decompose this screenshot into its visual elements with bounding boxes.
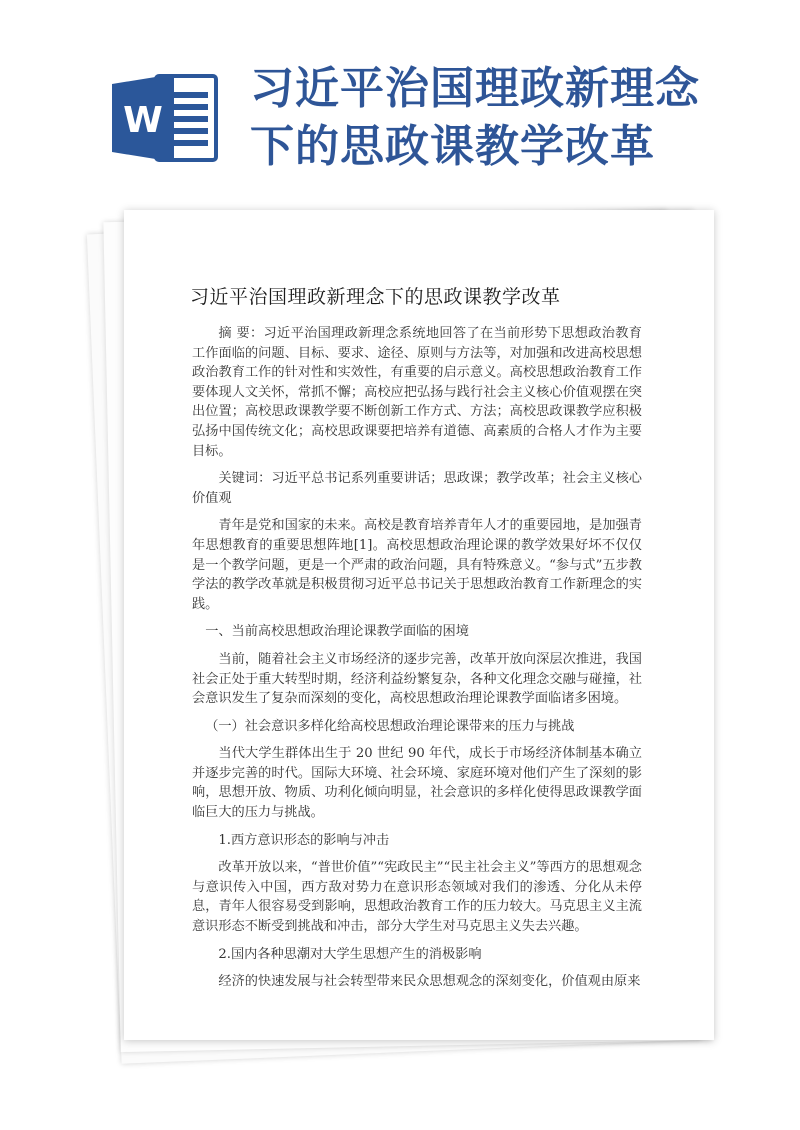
abstract-paragraph: 摘 要：习近平治国理政新理念系统地回答了在当前形势下思想政治教育工作面临的问题、目标、要求、途径、原则与方法等，对加强和改进高校思想政治教育工作的针对性和实效性，有重要的启示意义。高校思想政治教育工作要体现人文关怀，常抓不懈；高校应把弘扬与践行社会主义核心价值观摆在突出位置；高校思政课教学要不断创新工作方式、方法；高校思政课教学应积极弘扬中国传统文化；高校思政课要把培养有道德、高素质的合格人才作为主要目标。 [192, 326, 642, 459]
svg-text:W: W [123, 100, 163, 141]
body-paragraph: 当前，随着社会主义市场经济的逐步完善，改革开放向深层次推进，我国社会正处于重大转型时期，经济利益纷繁复杂，各种文化理念交融与碰撞，社会意识发生了复杂而深刻的变化，高校思想政治理论课教学面临诸多困境。 [192, 651, 642, 707]
body-paragraph: 改革开放以来，“普世价值”“宪政民主”“民主社会主义”等西方的思想观念与意识传入中国，西方敌对势力在意识形态领域对我们的渗透、分化从未停息，青年人很容易受到影响，思想政治教育工作的压力较大。马克思主义主流意识形态不断受到挑战和冲击，部分大学生对马克思主义失去兴趣。 [192, 860, 642, 935]
word-document-icon [112, 70, 220, 166]
subsection-heading: （一）社会意识多样化给高校思想政治理论课带来的压力与挑战 [205, 718, 575, 734]
document-body [192, 324, 642, 1000]
page-title [250, 60, 770, 176]
page-title-line-1: 习近平治国理政新理念 [250, 63, 700, 114]
document-title: 习近平治国理政新理念下的思政课教学改革 [190, 286, 561, 308]
section-heading: 一、当前高校思想政治理论课教学面临的困境 [205, 624, 469, 640]
point-heading: 1.西方意识形态的影响与冲击 [218, 832, 390, 848]
point-heading: 2.国内各种思潮对大学生思想产生的消极影响 [218, 946, 482, 962]
keywords-paragraph: 关键词：习近平总书记系列重要讲话；思政课；教学改革；社会主义核心价值观 [192, 471, 642, 506]
body-paragraph: 经济的快速发展与社会转型带来民众思想观念的深刻变化，价值观由原来 [218, 974, 641, 990]
document-page [124, 210, 714, 1040]
intro-paragraph: 青年是党和国家的未来。高校是教育培养青年人才的重要园地，是加强青年思想教育的重要思想阵地[1]。高校思想政治理论课的教学效果好坏不仅仅是一个教学问题，更是一个严肃的政治问题，具有特殊意义。“参与式”五步教学法的教学改革就是积极贯彻习近平总书记关于思想政治教育工作新理念的实践。 [192, 518, 642, 612]
page-title-line-2: 下的思政课教学改革 [250, 121, 655, 172]
body-paragraph: 当代大学生群体出生于 20 世纪 90 年代，成长于市场经济体制基本确立并逐步完善的时代。国际大环境、社会环境、家庭环境对他们产生了深刻的影响，思想开放、物质、功利化倾向明显，社会意识的多样化使得思政课教学面临巨大的压力与挑战。 [192, 746, 642, 821]
